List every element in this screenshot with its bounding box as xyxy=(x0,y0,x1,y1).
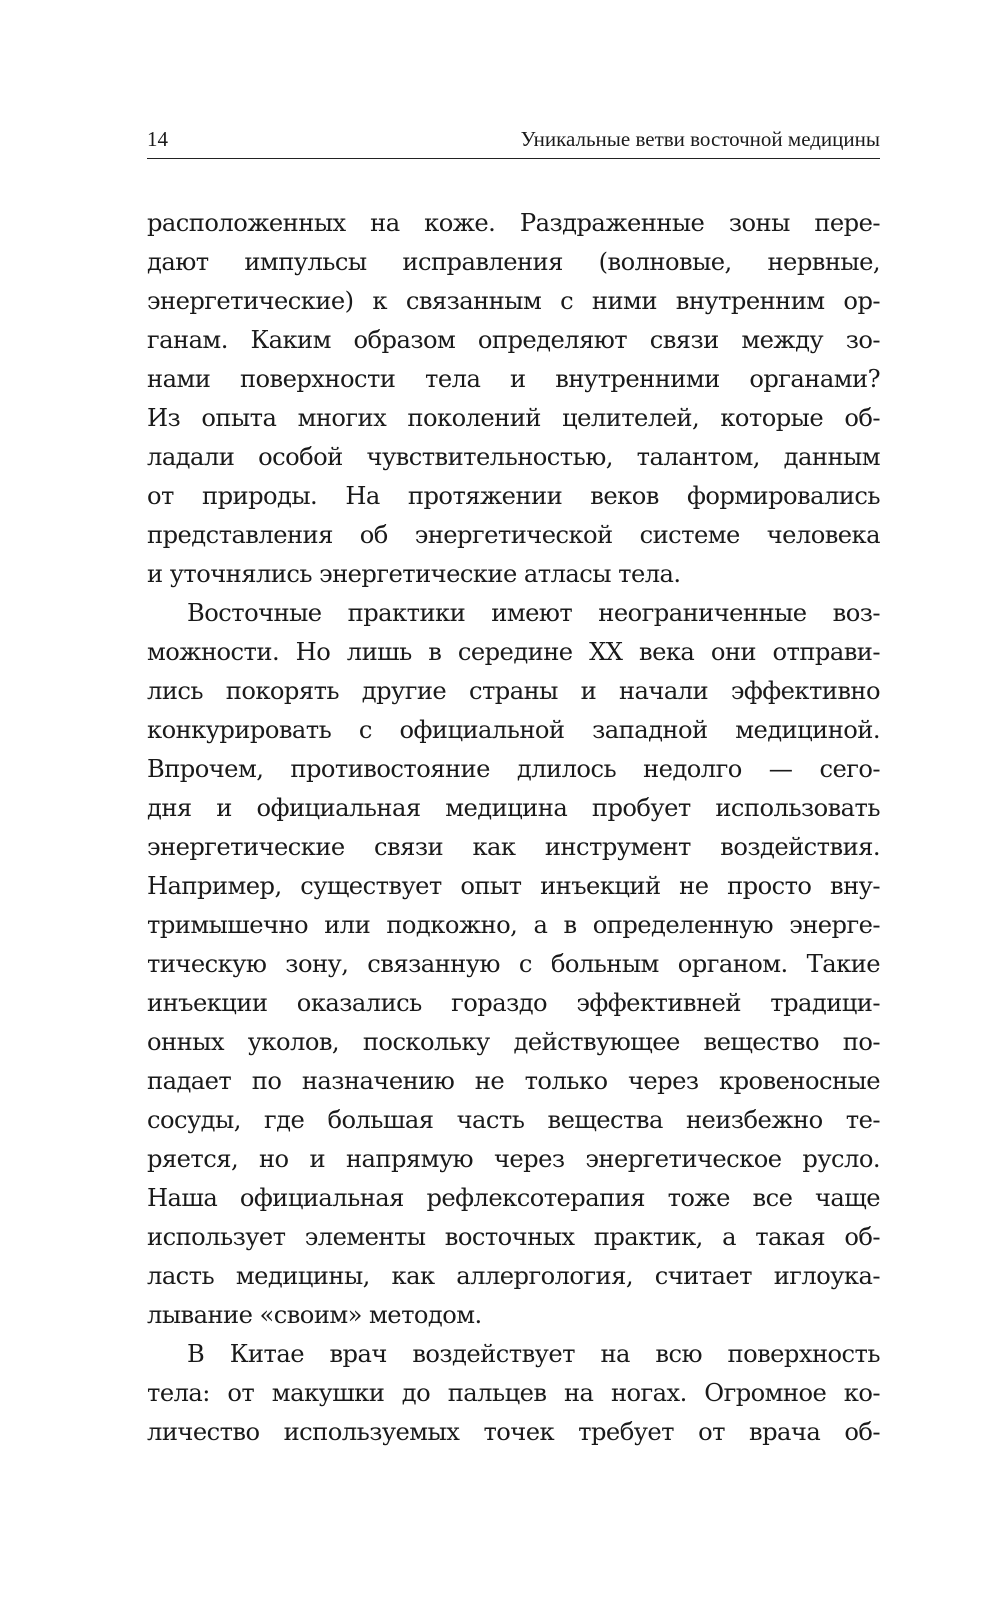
text-line: от природы. На протяжении веков формировались xyxy=(147,482,880,510)
text-line: тическую зону, связанную с больным органом. Такие xyxy=(147,950,880,978)
paragraph xyxy=(147,1335,880,1452)
paragraph xyxy=(147,204,880,594)
paragraph xyxy=(147,594,880,1335)
text-line: нами поверхности тела и внутренними органами? xyxy=(147,365,880,393)
text-line: ласть медицины, как аллергология, считает иглоука- xyxy=(147,1262,880,1290)
text-line: дня и официальная медицина пробует использовать xyxy=(147,794,880,822)
text-line: энергетические связи как инструмент воздействия. xyxy=(147,833,880,861)
body-text xyxy=(147,204,880,1452)
text-line: Восточные практики имеют неограниченные воз- xyxy=(187,599,880,627)
text-line: ганам. Каким образом определяют связи между зо- xyxy=(147,326,880,354)
text-line: Из опыта многих поколений целителей, которые об- xyxy=(147,404,880,432)
text-line: Впрочем, противостояние длилось недолго — сего- xyxy=(147,755,880,783)
text-line: инъекции оказались гораздо эффективней традици- xyxy=(147,989,880,1017)
text-line: можности. Но лишь в середине XX века они отправи- xyxy=(147,638,880,666)
text-line: личество используемых точек требует от врача об- xyxy=(147,1418,880,1446)
text-line: сосуды, где большая часть вещества неизбежно те- xyxy=(147,1106,880,1134)
text-line: Например, существует опыт инъекций не просто вну- xyxy=(147,872,880,900)
text-line: и уточнялись энергетические атласы тела. xyxy=(147,560,681,588)
page-number: 14 xyxy=(147,127,168,151)
text-line: энергетические) к связанным с ними внутренним ор- xyxy=(147,287,880,315)
text-line: тела: от макушки до пальцев на ногах. Огромное ко- xyxy=(147,1379,880,1407)
running-head xyxy=(147,124,880,159)
text-line: онных уколов, поскольку действующее вещество по- xyxy=(147,1028,880,1056)
text-line: тримышечно или подкожно, а в определенную энерге- xyxy=(147,911,880,939)
text-line: использует элементы восточных практик, а такая об- xyxy=(147,1223,880,1251)
running-title: Уникальные ветви восточной медицины xyxy=(520,127,880,151)
text-line: ладали особой чувствительностью, талантом, данным xyxy=(147,443,880,471)
text-line: лись покорять другие страны и начали эффективно xyxy=(147,677,880,705)
text-line: Наша официальная рефлексотерапия тоже все чаще xyxy=(147,1184,880,1212)
text-line: лывание «своим» методом. xyxy=(147,1301,482,1329)
text-line: ряется, но и напрямую через энергетическое русло. xyxy=(147,1145,880,1173)
text-line: дают импульсы исправления (волновые, нервные, xyxy=(147,248,880,276)
text-line: падает по назначению не только через кровеносные xyxy=(147,1067,880,1095)
text-line: конкурировать с официальной западной медициной. xyxy=(147,716,880,744)
text-line: представления об энергетической системе человека xyxy=(147,521,880,549)
text-line: В Китае врач воздействует на всю поверхность xyxy=(187,1340,880,1368)
text-line: расположенных на коже. Раздраженные зоны пере- xyxy=(147,209,880,237)
